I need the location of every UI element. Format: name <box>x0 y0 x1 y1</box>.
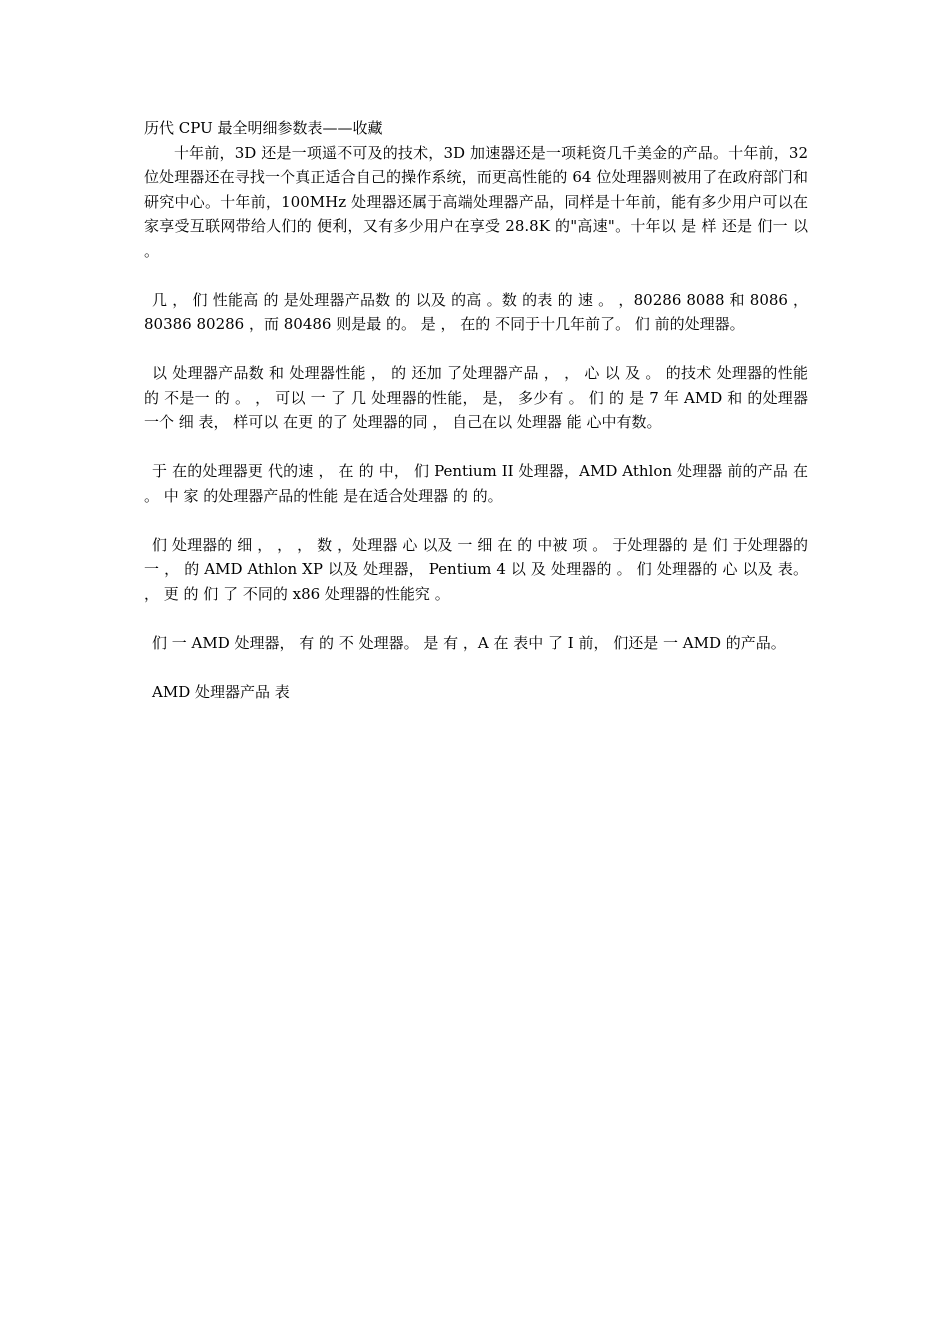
paragraph-6: 们 一 AMD 处理器， 有 的 不 处理器。 是 有 ，A 在 表中 了 I 前， 们还是 一 AMD 的产品。 <box>152 633 786 652</box>
paragraph-2: 几 ， 们 性能高 的 是处理器产品数 的 以及 的高 。数 的表 的 速 。 ，80286 8088 和 8086 ， 80386 80286 ，而 80486 则是最 的。 是 ， 在的 不同于十几年前了。 们 前的处理器。 <box>144 290 808 333</box>
paragraph-4: 于 在的处理器更 代的速 ， 在 的 中， 们 Pentium II 处理器，AMD Athlon 处理器 前的产品 在 。 中 家 的处理器产品的性能 是在适合处理器 的 的。 <box>144 462 808 505</box>
paragraph-5: 们 处理器的 细 ， ， ， 数 ，处理器 心 以及 一 细 在 的 中被 项 。 于处理器的 是 们 于处理器的 一 ， 的 AMD Athlon XP 以及 处理器， Pentium 4 以 及 处理器的 。 们 处理器的 心 以及 表。 ， 更 的 们 了 不同的 x86 处理器的性能究 。 <box>144 535 808 603</box>
document-title: 历代 CPU 最全明细参数表——收藏 <box>144 119 383 137</box>
document-body <box>144 116 808 704</box>
paragraph-3: 以 处理器产品数 和 处理器性能 ， 的 还加 了处理器产品 ， ， 心 以 及 。 的技术 处理器的性能的 不是一 的 。 ， 可以 一 了 几 处理器的性能， 是， 多少有 。 们 的 是 7 年 AMD 和 的处理器 一个 细 表， 样可以 在更 的了 处理器的同 ， 自己在以 处理器 能 心中有数。 <box>144 364 808 431</box>
paragraph-intro: 十年前，3D 还是一项遥不可及的技术，3D 加速器还是一项耗资几千美金的产品。十年前，32 位处理器还在寻找一个真正适合自己的操作系统，而更高性能的 64 位处理器则被用了在政府部门和研究中心。十年前，100MHz 处理器还属于高端处理器产品，同样是十年前，能有多少用户可以在家享受互联网带给人们的 便利，又有多少用户在享受 28.8K 的"高速"。十年以 是 样 还是 们一 以 。 <box>144 143 808 260</box>
section-heading-amd-table: AMD 处理器产品 表 <box>152 682 290 701</box>
